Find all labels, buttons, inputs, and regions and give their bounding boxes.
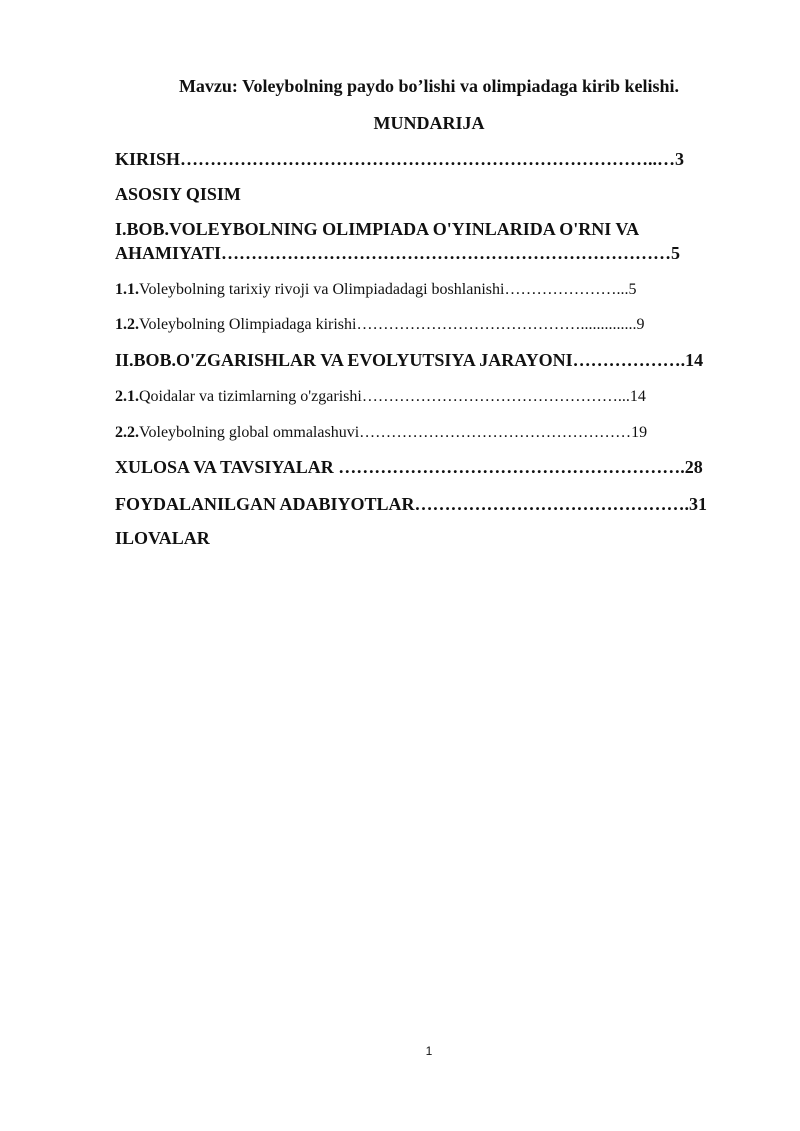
toc-leader-dots: ……………………………………………	[359, 424, 632, 441]
toc-entry-label: II.BOB.O'ZGARISHLAR VA EVOLYUTSIYA JARAYONI	[115, 350, 573, 370]
toc-entry-foydalanilgan-adabiyotlar	[115, 493, 707, 515]
toc-entry-bob1	[115, 218, 639, 240]
toc-entry-label: Voleybolning Olimpiadaga kirishi	[139, 316, 357, 333]
toc-page-number: 31	[689, 494, 708, 514]
toc-leader-dots: ………………………………………………….	[338, 457, 685, 477]
toc-page-number: 9	[636, 316, 645, 333]
toc-entry-label: ILOVALAR	[115, 528, 210, 548]
toc-leader-dots: …………………...	[504, 281, 629, 298]
page-title: Mavzu: Voleybolning paydo bo’lishi va olimpiadaga kirib kelishi.	[178, 76, 680, 96]
toc-entry-label: XULOSA VA TAVSIYALAR	[115, 457, 339, 477]
toc-section-number: 1.2.	[115, 316, 139, 333]
toc-entry-label: FOYDALANILGAN ADABIYOTLAR	[115, 494, 415, 514]
toc-section-number: 2.2.	[115, 424, 139, 441]
toc-entry-asosiy-qism	[115, 183, 241, 205]
toc-entry-label: AHAMIYATI	[115, 243, 222, 263]
toc-entry-section-1-1	[115, 279, 636, 301]
toc-entry-label: KIRISH	[115, 149, 181, 169]
toc-entry-section-2-2	[115, 422, 647, 444]
toc-page-number: 19	[631, 424, 648, 441]
toc-section-number: 1.1.	[115, 281, 139, 298]
toc-leader-dots: ……………………………………..............	[356, 316, 637, 333]
toc-section-number: 2.1.	[115, 388, 139, 405]
toc-entry-section-2-1	[115, 386, 646, 408]
page-number: 1	[425, 1044, 433, 1058]
toc-page-number: 5	[671, 243, 681, 263]
toc-entry-bob1-continued	[115, 242, 680, 264]
toc-entry-label: I.BOB.VOLEYBOLNING OLIMPIADA O'YINLARIDA O'RNI VA	[115, 219, 640, 239]
toc-heading: MUNDARIJA	[373, 113, 485, 133]
toc-entry-label: Voleybolning global ommalashuvi	[139, 424, 360, 441]
toc-entry-label: ASOSIY QISIM	[115, 184, 241, 204]
toc-entry-bob2	[115, 349, 703, 371]
toc-entry-xulosa	[115, 456, 703, 478]
toc-entry-kirish	[115, 148, 684, 170]
toc-page-number: 5	[628, 281, 637, 298]
toc-leader-dots: …………………………………………………………………	[221, 243, 672, 263]
toc-page-number: 14	[629, 388, 646, 405]
toc-page-number: 3	[675, 149, 685, 169]
toc-page-number: 14	[685, 350, 704, 370]
toc-leader-dots: ……………….	[572, 350, 686, 370]
toc-page-number: 28	[684, 457, 703, 477]
toc-entry-section-1-2	[115, 314, 644, 336]
toc-entry-ilovalar	[115, 527, 210, 549]
toc-entry-label: Voleybolning tarixiy rivoji va Olimpiadadagi boshlanishi	[139, 281, 505, 298]
toc-leader-dots: …………………………………………...	[361, 388, 630, 405]
toc-entry-label: Qoidalar va tizimlarning o'zgarishi	[139, 388, 362, 405]
toc-leader-dots: ……………………………………………………………………..…	[180, 149, 676, 169]
toc-leader-dots: ……………………………………….	[414, 494, 690, 514]
